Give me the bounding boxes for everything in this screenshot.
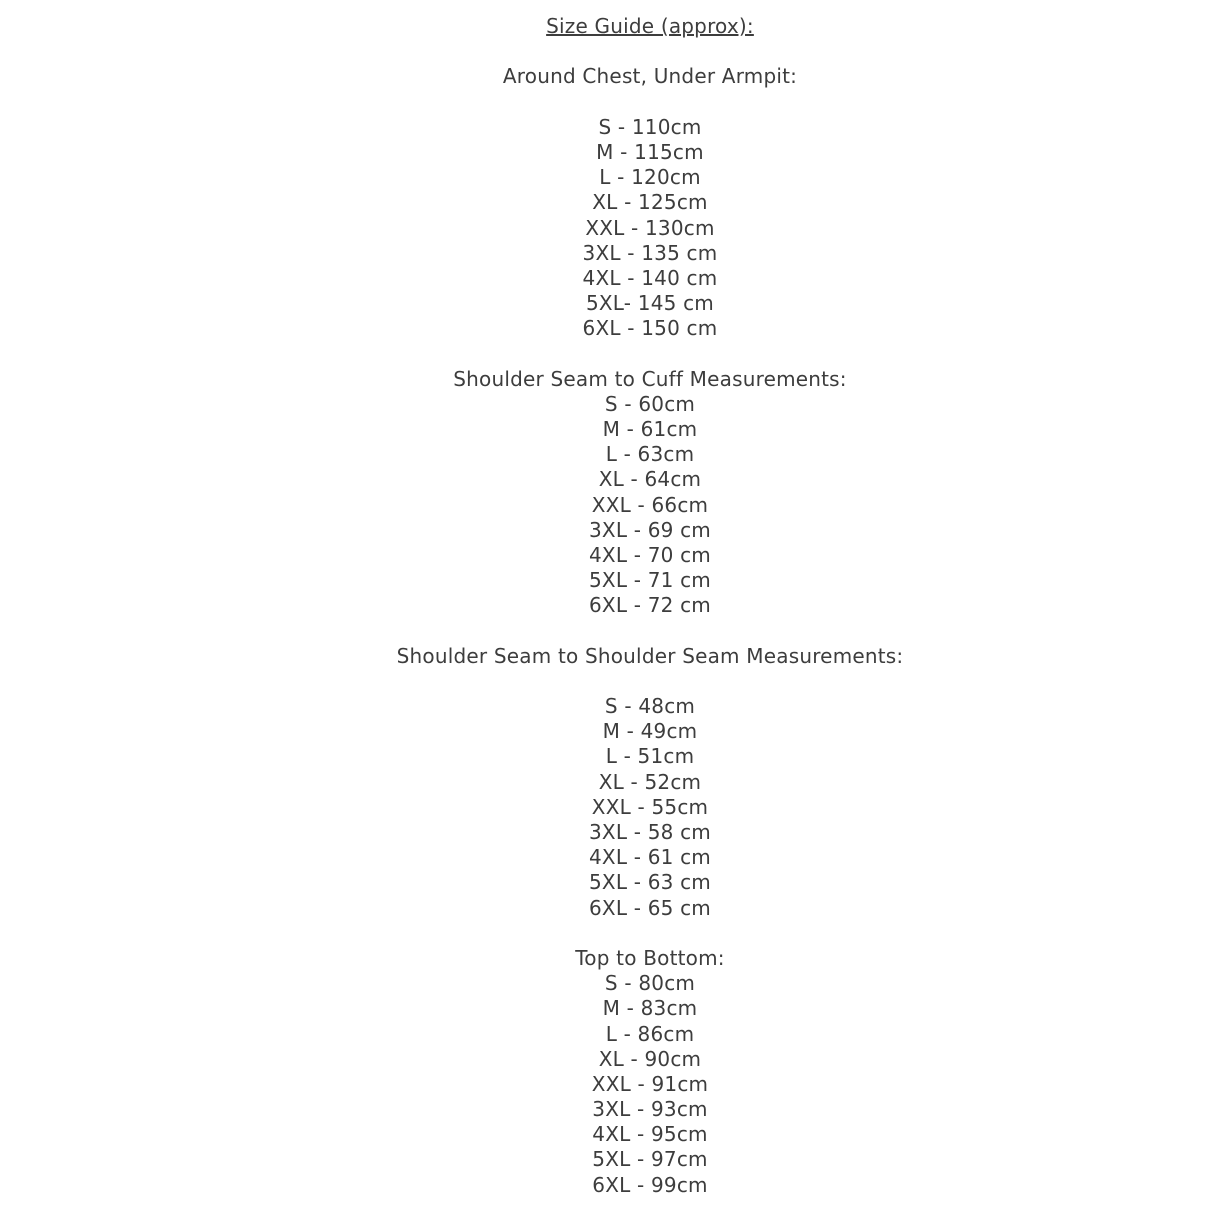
size-row: 5XL- 145 cm [585,291,714,316]
size-row: XXL - 91cm [591,1071,709,1096]
size-row: 6XL - 65 cm [589,895,711,920]
spacer [86,39,1214,64]
size-row: M - 115cm [596,139,704,164]
size-row: 4XL - 140 cm [582,265,718,290]
size-row: S - 48cm [604,694,696,719]
size-row: 4XL - 61 cm [589,845,711,870]
size-row: M - 83cm [602,996,698,1021]
size-row: 6XL - 72 cm [589,593,711,618]
size-row: XL - 125cm [592,190,708,215]
size-row: L - 86cm [605,1021,695,1046]
size-row: M - 49cm [602,719,698,744]
size-row: 4XL - 95cm [592,1122,708,1147]
size-row: XL - 90cm [598,1046,702,1071]
section-around-chest [86,64,1214,341]
spacer [86,669,1214,694]
size-row: 3XL - 135 cm [582,240,718,265]
size-row: 3XL - 93cm [592,1097,708,1122]
spacer [86,341,1214,366]
size-row: 4XL - 70 cm [589,542,711,567]
size-row: S - 80cm [604,971,696,996]
section-shoulder-to-shoulder [86,644,1214,921]
section-heading: Shoulder Seam to Cuff Measurements: [453,366,847,391]
section-heading: Around Chest, Under Armpit: [502,64,798,89]
size-row: 6XL - 150 cm [582,316,718,341]
size-row: L - 51cm [605,744,695,769]
section-top-to-bottom [86,946,1214,1198]
size-row: 6XL - 99cm [592,1172,708,1197]
size-row: 3XL - 58 cm [589,820,711,844]
spacer [86,619,1214,644]
title-line [86,14,1214,39]
spacer [86,921,1214,946]
size-row: S - 60cm [604,391,696,416]
size-row: XL - 64cm [598,467,702,492]
section-heading: Shoulder Seam to Shoulder Seam Measurements: [396,643,904,668]
size-guide-document [86,0,1214,1198]
size-row: 3XL - 69 cm [589,517,711,542]
size-row: M - 61cm [602,417,698,441]
section-heading: Top to Bottom: [575,945,725,970]
size-guide-title: Size Guide (approx): [546,14,754,38]
section-shoulder-to-cuff [86,367,1214,619]
size-row: 5XL - 71 cm [589,568,711,593]
spacer [86,90,1214,115]
size-row: XXL - 55cm [591,794,709,819]
size-row: XXL - 66cm [591,492,709,517]
size-row: S - 110cm [598,114,702,139]
size-row: 5XL - 63 cm [589,870,711,895]
size-row: XXL - 130cm [585,215,715,240]
size-row: L - 120cm [599,165,701,190]
size-row: L - 63cm [605,442,695,467]
size-row: 5XL - 97cm [592,1147,708,1172]
size-row: XL - 52cm [598,769,702,794]
